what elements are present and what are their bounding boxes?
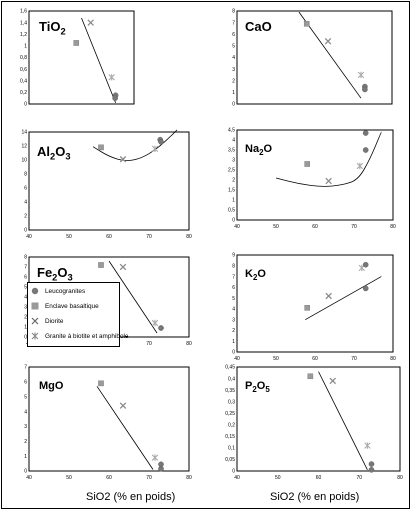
legend-item-granite (31, 330, 128, 342)
x-tick-label: 60 (106, 475, 112, 481)
title-text: Fe (37, 265, 53, 280)
y-tick-label: 0,05 (225, 457, 235, 464)
point-leucogranite (369, 461, 374, 466)
x-tick-label: 70 (146, 341, 152, 347)
y-tick-label: 1 (232, 90, 235, 97)
y-tick-label: 0 (24, 227, 27, 234)
chart-panel-cao (215, 5, 400, 120)
y-tick-label: 2 (232, 78, 235, 85)
panel-title (245, 19, 272, 34)
panel-title (245, 143, 272, 157)
y-tick-label: 0,15 (225, 434, 235, 441)
y-tick-label: 8 (24, 254, 27, 261)
point-leucogranite (363, 286, 368, 291)
y-tick-label: 0,2 (20, 90, 27, 97)
y-tick-label: 1 (24, 453, 27, 460)
y-tick-label: 0,6 (20, 66, 27, 73)
title-subscript: 2 (259, 147, 264, 157)
x-tick-label: 50 (273, 356, 279, 362)
x-tick-label: 70 (146, 475, 152, 481)
y-tick-label: 2 (232, 328, 235, 335)
y-tick-label: 3 (24, 304, 27, 311)
y-tick-label: 0,35 (225, 387, 235, 394)
legend-label: Diorite (45, 317, 64, 325)
y-tick-label: 7 (24, 364, 27, 371)
y-tick-label: 0,3 (228, 399, 235, 406)
title-subscript: 3 (65, 151, 71, 162)
y-tick-label: 0,1 (228, 445, 235, 452)
point-leucogranite (158, 139, 163, 144)
y-tick-label: 3,5 (228, 147, 235, 154)
y-tick-label: 4,5 (228, 127, 235, 134)
y-tick-label: 6 (24, 274, 27, 281)
y-tick-label: 9 (232, 252, 235, 259)
title-subscript: 2 (60, 26, 66, 37)
title-text: CaO (245, 19, 272, 34)
y-tick-label: 0,5 (228, 207, 235, 214)
x-tick-label: 70 (356, 475, 363, 481)
point-leucogranite (363, 147, 368, 152)
y-tick-label: 0,2 (228, 422, 235, 429)
title-text: O (57, 265, 68, 280)
point-leucogranite (158, 325, 163, 330)
y-tick-label: 0 (24, 334, 27, 341)
legend-item-diorite (31, 315, 63, 327)
title-subscript: 2 (52, 272, 58, 283)
point-leucogranite (363, 262, 368, 267)
title-text: TiO (39, 19, 61, 34)
y-tick-label: 3 (232, 157, 235, 164)
point-leucogranite (363, 130, 368, 135)
y-tick-label: 5 (24, 394, 27, 401)
title-text: Na (245, 143, 260, 155)
point-enclave-basaltique (305, 161, 310, 166)
y-tick-label: 2 (232, 177, 235, 184)
point-enclave-basaltique (98, 381, 103, 386)
y-tick-label: 1,5 (228, 187, 235, 194)
y-tick-label: 3 (232, 66, 235, 73)
y-tick-label: 6 (24, 379, 27, 386)
x-axis-title-left: SiO2 (% en poids) (86, 491, 176, 503)
y-tick-label: 4 (24, 294, 27, 301)
y-tick-label: 1 (24, 324, 27, 331)
y-tick-label: 1 (232, 338, 235, 345)
legend-label: Enclave basaltique (45, 302, 99, 310)
y-tick-label: 14 (21, 129, 27, 136)
y-tick-label: 2,5 (228, 167, 235, 174)
x-tick-label: 80 (390, 356, 396, 362)
y-tick-label: 7 (232, 274, 235, 281)
x-tick-label: 40 (26, 475, 32, 481)
y-tick-label: 6 (24, 185, 27, 192)
y-tick-label: 12 (21, 143, 27, 150)
x-tick-label: 60 (106, 234, 112, 240)
y-tick-label: 0,8 (20, 55, 27, 62)
y-tick-label: 0 (232, 349, 235, 356)
x-tick-label: 60 (315, 475, 322, 481)
plot-area (237, 130, 393, 220)
point-enclave-basaltique (74, 40, 79, 45)
title-subscript: 3 (67, 272, 73, 283)
x-tick-label: 80 (390, 224, 396, 230)
legend-item-enclave (31, 300, 99, 312)
legend-item-leucogranites (31, 285, 85, 297)
y-tick-label: 3 (232, 317, 235, 324)
legend-label: Granite à biotite et amphibole (45, 332, 129, 340)
x-tick-label: 40 (234, 356, 240, 362)
y-tick-label: 5 (232, 43, 235, 50)
x-tick-label: 80 (397, 475, 403, 481)
y-tick-label: 6 (232, 285, 235, 292)
y-tick-label: 1 (24, 43, 27, 50)
x-axis-title-right: SiO2 (% en poids) (270, 491, 360, 503)
y-tick-label: 0 (232, 468, 235, 475)
x-tick-label: 40 (234, 475, 240, 481)
legend-marker-circle (31, 287, 39, 295)
y-tick-label: 4 (24, 199, 27, 206)
x-tick-label: 50 (66, 475, 72, 481)
legend (27, 282, 129, 347)
title-text: Al (37, 144, 50, 159)
y-tick-label: 8 (232, 263, 235, 270)
chart-panel-al2o3 (7, 126, 197, 246)
y-tick-label: 5 (24, 284, 27, 291)
y-tick-label: 1 (232, 197, 235, 204)
y-tick-label: 0,25 (225, 410, 235, 417)
title-text: O (263, 143, 273, 155)
legend-marker-star (31, 332, 39, 340)
y-tick-label: 0 (24, 101, 27, 108)
y-tick-label: 1,6 (20, 8, 27, 15)
y-tick-label: 6 (232, 31, 235, 38)
y-tick-label: 7 (232, 20, 235, 27)
legend-marker-x (31, 317, 39, 325)
y-tick-label: 0 (24, 468, 27, 475)
y-tick-label: 5 (232, 295, 235, 302)
point-leucogranite (369, 467, 374, 472)
y-tick-label: 8 (24, 171, 27, 178)
y-tick-label: 8 (232, 8, 235, 15)
title-text: O (257, 268, 266, 280)
title-text: O (256, 380, 266, 392)
title-subscript: 2 (252, 272, 258, 282)
y-tick-label: 7 (24, 264, 27, 271)
chart-panel-na2o (215, 124, 401, 236)
y-tick-label: 4 (232, 55, 235, 62)
y-tick-label: 2 (24, 438, 27, 445)
x-tick-label: 70 (351, 224, 357, 230)
y-tick-label: 2 (24, 314, 27, 321)
x-tick-label: 50 (274, 475, 281, 481)
point-enclave-basaltique (98, 145, 103, 150)
title-subscript: 2 (50, 151, 56, 162)
y-tick-label: 0,4 (228, 376, 235, 383)
point-enclave-basaltique (98, 262, 103, 267)
y-tick-label: 2 (24, 213, 27, 220)
y-tick-label: 1,4 (20, 20, 27, 27)
legend-marker-square (31, 302, 39, 310)
y-tick-label: 0 (232, 101, 235, 108)
y-tick-label: 0 (232, 217, 235, 224)
title-subscript: 5 (265, 384, 270, 394)
y-tick-label: 0,45 (225, 364, 235, 371)
x-tick-label: 50 (66, 234, 72, 240)
y-tick-label: 3 (24, 424, 27, 431)
point-enclave-basaltique (308, 374, 313, 379)
point-leucogranite (113, 96, 118, 101)
point-enclave-basaltique (305, 305, 310, 310)
panel-title (39, 380, 64, 392)
x-tick-label: 50 (273, 224, 279, 230)
y-tick-label: 1,2 (20, 31, 27, 38)
legend-label: Leucogranites (45, 287, 86, 295)
y-tick-label: 10 (21, 157, 27, 164)
x-tick-label: 60 (312, 356, 318, 362)
plot-area (29, 132, 189, 230)
y-tick-label: 4 (232, 137, 235, 144)
y-tick-label: 4 (232, 306, 235, 313)
chart-panel-k2o (215, 249, 401, 368)
title-text: O (55, 144, 66, 159)
y-tick-label: 0,4 (20, 78, 27, 85)
x-tick-label: 80 (186, 475, 192, 481)
point-leucogranite (158, 466, 163, 471)
chart-panel-p2o5 (215, 361, 408, 487)
y-tick-label: 4 (24, 409, 27, 416)
title-text: MgO (39, 380, 64, 392)
chart-panel-mgo (7, 361, 197, 487)
x-tick-label: 80 (186, 341, 192, 347)
x-tick-label: 70 (146, 234, 152, 240)
x-tick-label: 80 (186, 234, 192, 240)
point-enclave-basaltique (304, 21, 309, 26)
chart-panel-tio2 (7, 5, 142, 120)
x-tick-label: 40 (234, 224, 240, 230)
x-tick-label: 70 (351, 356, 357, 362)
point-leucogranite (362, 87, 367, 92)
x-tick-label: 40 (26, 234, 32, 240)
x-tick-label: 60 (312, 224, 318, 230)
title-text: P (245, 380, 253, 392)
title-subscript: 2 (252, 384, 257, 394)
title-text: K (245, 268, 253, 280)
